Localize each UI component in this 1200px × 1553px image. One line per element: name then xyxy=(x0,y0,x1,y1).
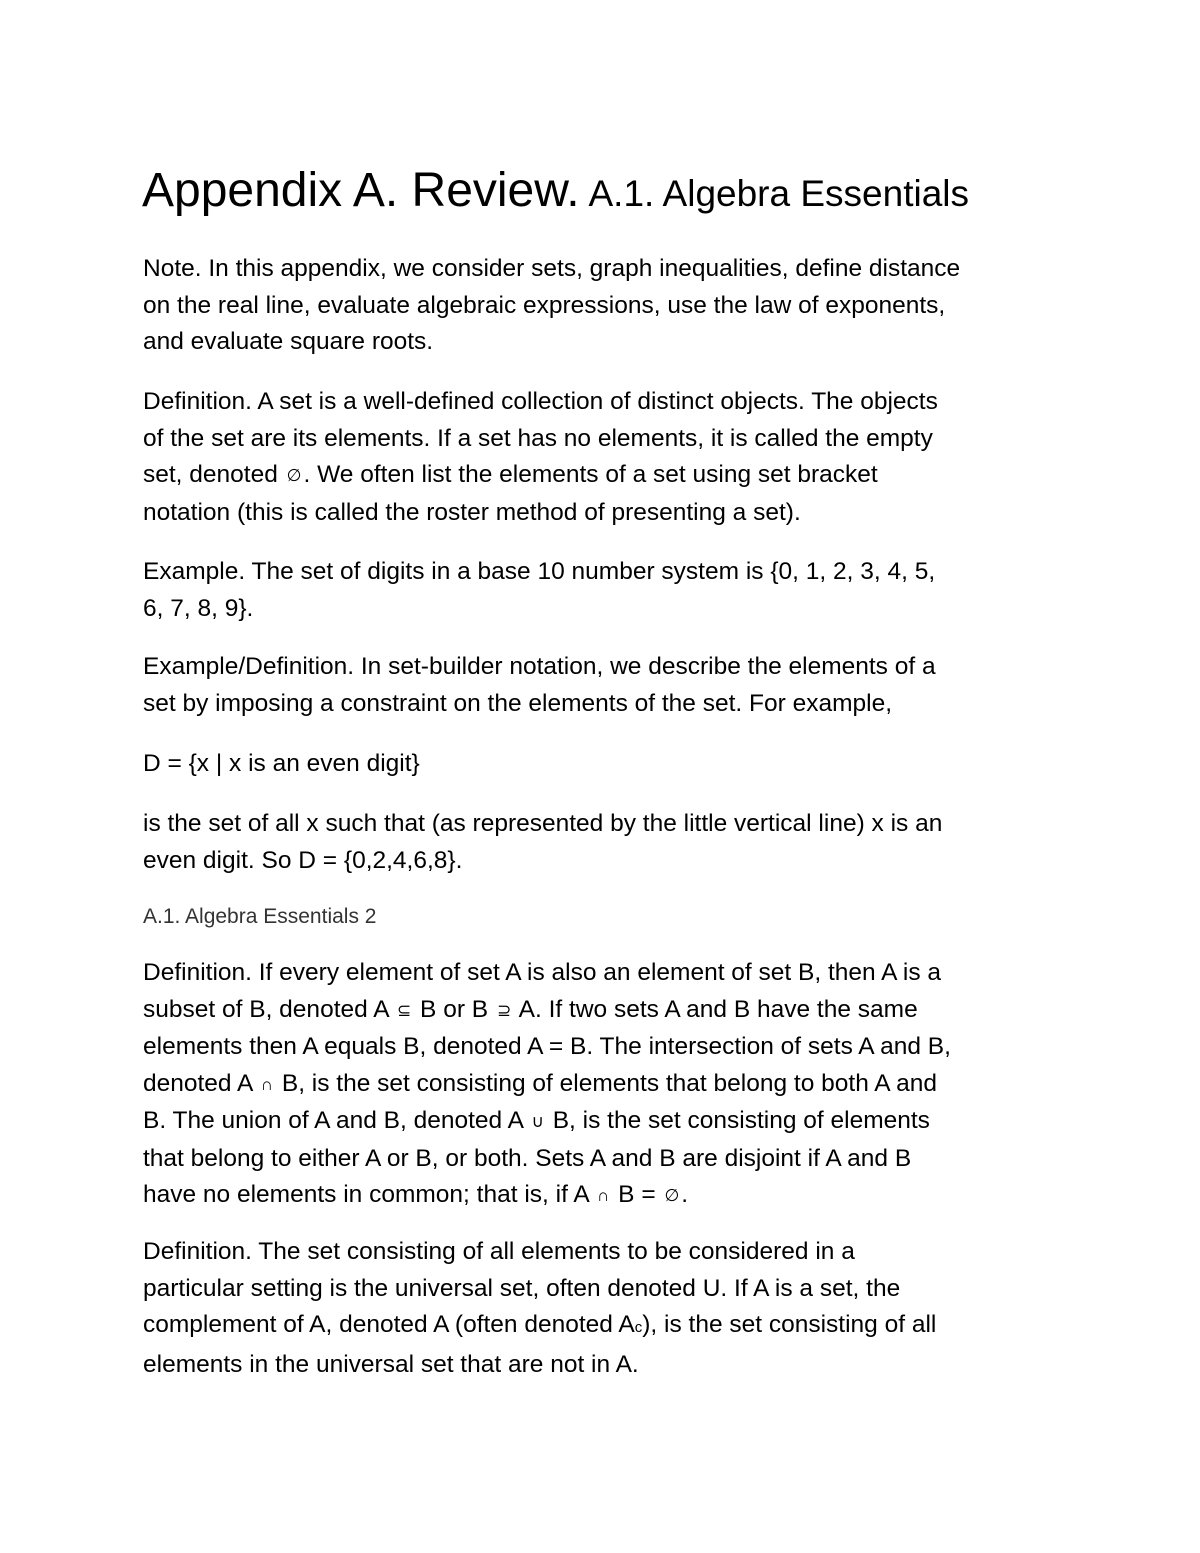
formula-explanation-paragraph xyxy=(143,806,942,879)
definition-subset-paragraph xyxy=(143,955,951,1215)
definition-subset-line xyxy=(143,1066,951,1104)
intersection-symbol: ∩ xyxy=(260,1074,274,1094)
formula-explanation-line: is the set of all x such that (as represented by the little vertical line) x is an xyxy=(143,810,943,837)
text-fragment: have no elements in common; that is, if A xyxy=(143,1181,596,1208)
text-fragment: complement of A, denoted A (often denoted A xyxy=(143,1311,635,1338)
definition-subset-line xyxy=(143,992,951,1030)
empty-set-symbol: ∅ xyxy=(664,1186,680,1205)
definition-subset-line xyxy=(143,1177,951,1215)
note-paragraph xyxy=(143,251,960,361)
text-fragment: B or B xyxy=(413,995,495,1023)
set-builder-formula: D = {x | x is an even digit} xyxy=(143,750,420,777)
example-setbuilder-line: set by imposing a constraint on the elements of the set. For example, xyxy=(143,689,892,717)
complement-superscript: c xyxy=(634,1319,643,1336)
superset-symbol: ⊇ xyxy=(496,1000,512,1020)
example-digits-line: Example. The set of digits in a base 10 number system is {0, 1, 2, 3, 4, 5, xyxy=(143,558,936,585)
definition-subset-line xyxy=(143,1103,951,1141)
note-line: and evaluate square roots. xyxy=(143,328,434,355)
definition-set-line xyxy=(143,457,938,495)
text-fragment: . We often list the elements of a set using set bracket xyxy=(303,461,878,488)
definition-universal-line: elements in the universal set that are not in A. xyxy=(143,1350,639,1378)
text-fragment: B, is the set consisting of elements that belong to both A and xyxy=(275,1069,937,1097)
definition-universal-line: particular setting is the universal set, often denoted U. If A is a set, the xyxy=(143,1274,901,1302)
note-line: on the real line, evaluate algebraic expressions, use the law of exponents, xyxy=(143,291,946,319)
text-fragment: ), is the set consisting of all xyxy=(642,1311,937,1338)
text-fragment: . xyxy=(681,1181,689,1208)
text-fragment: B. The union of A and B, denoted A xyxy=(143,1107,530,1134)
text-fragment: denoted A xyxy=(143,1069,259,1097)
example-setbuilder-paragraph xyxy=(143,649,936,722)
example-digits-line: 6, 7, 8, 9}. xyxy=(143,594,254,622)
page-title xyxy=(142,164,969,217)
definition-subset-line: Definition. If every element of set A is also an element of set B, then A is a xyxy=(143,959,942,986)
page-header: A.1. Algebra Essentials 2 xyxy=(143,905,377,928)
definition-set-line: Definition. A set is a well-defined collection of distinct objects. The objects xyxy=(143,388,938,415)
definition-universal-line: Definition. The set consisting of all elements to be considered in a xyxy=(143,1238,855,1265)
union-symbol: ∪ xyxy=(531,1112,544,1131)
subset-symbol: ⊆ xyxy=(397,1000,412,1020)
definition-set-line: notation (this is called the roster method of presenting a set). xyxy=(143,498,801,526)
example-setbuilder-line: Example/Definition. In set-builder notation, we describe the elements of a xyxy=(143,653,936,680)
definition-set-paragraph xyxy=(143,384,938,531)
intersection-symbol: ∩ xyxy=(597,1186,610,1205)
note-line: Note. In this appendix, we consider sets, graph inequalities, define distance xyxy=(143,255,961,282)
text-fragment: subset of B, denoted A xyxy=(143,995,395,1023)
formula-explanation-line: even digit. So D = {0,2,4,6,8}. xyxy=(143,846,463,874)
definition-universal-paragraph xyxy=(143,1234,936,1383)
text-fragment: A. If two sets A and B have the same xyxy=(513,995,918,1023)
definition-subset-line: that belong to either A or B, or both. Sets A and B are disjoint if A and B xyxy=(143,1144,912,1172)
definition-set-line: of the set are its elements. If a set has no elements, it is called the empty xyxy=(143,424,933,452)
definition-universal-line xyxy=(143,1307,936,1347)
title-part-1: Appendix A. Review. xyxy=(142,164,580,217)
definition-subset-line: elements then A equals B, denoted A = B. The intersection of sets A and B, xyxy=(143,1033,951,1060)
text-fragment: B, is the set consisting of elements xyxy=(545,1107,930,1134)
example-digits-paragraph xyxy=(143,554,935,627)
text-fragment: B = xyxy=(611,1181,663,1208)
text-fragment: set, denoted xyxy=(143,461,285,488)
empty-set-symbol: ∅ xyxy=(286,466,302,485)
title-part-2: A.1. Algebra Essentials xyxy=(588,173,969,214)
